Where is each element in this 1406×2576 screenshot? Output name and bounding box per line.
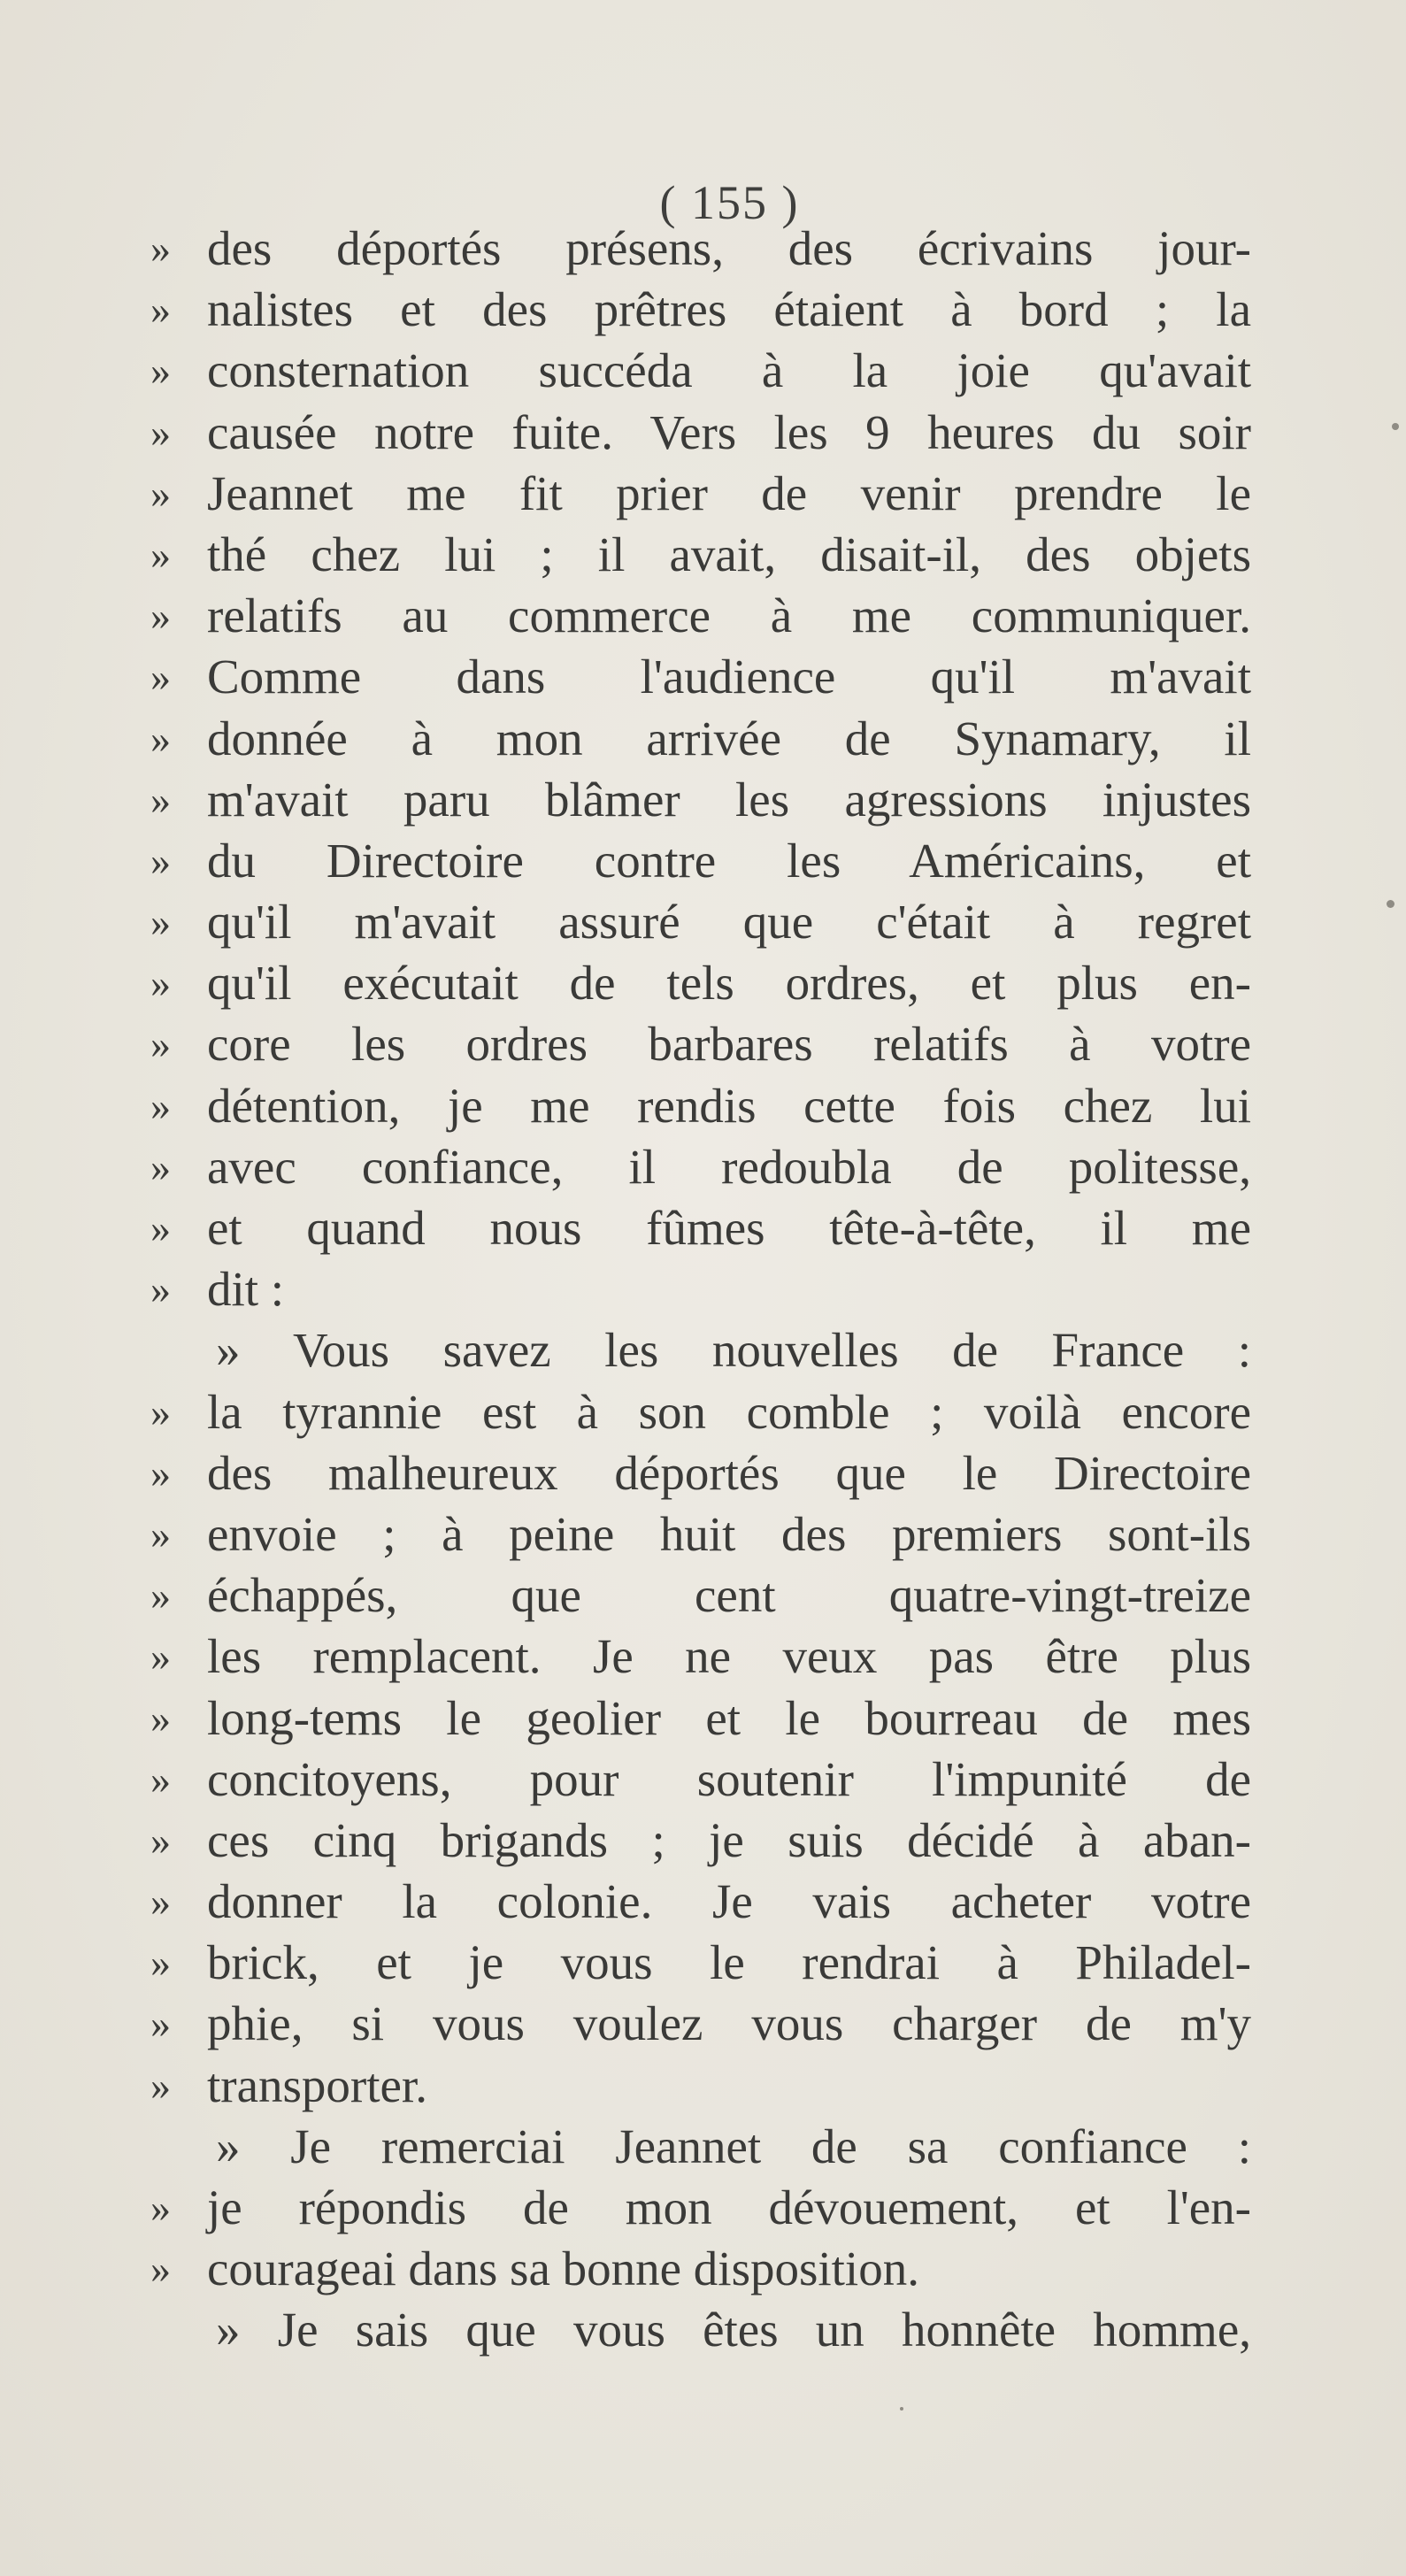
line-text: la tyrannie est à son comble ; voilà encore — [207, 1384, 1251, 1439]
paper-speck — [1392, 423, 1399, 430]
text-line — [150, 708, 1265, 769]
line-text: qu'il exécutait de tels ordres, et plus en- — [207, 956, 1251, 1011]
line-text: détention, je me rendis cette fois chez lui — [207, 1078, 1251, 1133]
text-line — [150, 1013, 1265, 1074]
line-text: nalistes et des prêtres étaient à bord ; la — [207, 282, 1251, 337]
text-line — [150, 585, 1265, 646]
guillemet-marker: » — [150, 1266, 171, 1312]
guillemet-marker: » — [150, 1082, 171, 1128]
guillemet-marker: » — [150, 1449, 171, 1496]
line-text: thé chez lui ; il avait, disait-il, des objets — [207, 527, 1251, 581]
text-line — [150, 279, 1265, 340]
text-line — [150, 2299, 1265, 2360]
text-line — [150, 1442, 1265, 1503]
body-text — [150, 218, 1265, 2361]
text-line — [150, 1749, 1265, 1810]
guillemet-marker: » — [150, 1695, 171, 1741]
text-line — [150, 2055, 1265, 2116]
text-line — [150, 1075, 1265, 1136]
text-line — [150, 891, 1265, 952]
guillemet-marker: » — [150, 1021, 171, 1067]
text-line — [150, 1258, 1265, 1319]
page-number: ( 155 ) — [659, 176, 800, 229]
paper-speck — [1387, 900, 1394, 908]
text-line — [150, 340, 1265, 401]
line-text: Jeannet me fit prier de venir prendre le — [207, 465, 1251, 520]
line-text: phie, si vous voulez vous charger de m'y — [207, 1996, 1251, 2051]
line-text: donner la colonie. Je vais acheter votre — [207, 1874, 1251, 1929]
guillemet-marker: » — [150, 715, 171, 761]
text-line — [150, 2238, 1265, 2299]
guillemet-marker: » — [150, 348, 171, 394]
text-line — [150, 1381, 1265, 1442]
line-text: des malheureux déportés que le Directoire — [207, 1445, 1251, 1500]
line-text: transporter. — [207, 2057, 427, 2112]
guillemet-marker: » — [150, 1205, 171, 1250]
line-text: long-tems le geolier et le bourreau de mes — [207, 1690, 1251, 1745]
line-text: dit : — [207, 1262, 285, 1317]
guillemet-marker: » — [150, 899, 171, 945]
guillemet-marker: » — [150, 1388, 171, 1434]
guillemet-marker: » — [150, 1940, 171, 1986]
guillemet-marker: » — [150, 2001, 171, 2047]
guillemet-marker: » — [150, 226, 171, 271]
paper-speck — [900, 2407, 903, 2411]
line-text: concitoyens, pour soutenir l'impunité de — [207, 1751, 1251, 1806]
guillemet-marker: » — [150, 1143, 171, 1189]
text-line — [150, 1626, 1265, 1687]
text-line — [150, 1319, 1265, 1380]
line-text: je répondis de mon dévouement, et l'en- — [207, 2180, 1251, 2234]
guillemet-marker: » — [150, 470, 171, 516]
line-text: core les ordres barbares relatifs à votre — [207, 1017, 1251, 1072]
text-line — [150, 1932, 1265, 1993]
line-text: Comme dans l'audience qu'il m'avait — [207, 650, 1251, 704]
text-line — [150, 218, 1265, 279]
text-line — [150, 1993, 1265, 2054]
text-line — [150, 830, 1265, 891]
guillemet-marker: » — [150, 1634, 171, 1680]
guillemet-marker: » — [150, 593, 171, 639]
line-text: relatifs au commerce à me communiquer. — [207, 588, 1251, 643]
line-text: du Directoire contre les Américains, et — [207, 833, 1251, 888]
guillemet-marker: » — [150, 960, 171, 1006]
line-text: avec confiance, il redoubla de politesse, — [207, 1139, 1251, 1194]
text-line — [150, 646, 1265, 707]
guillemet-marker: » — [150, 2062, 171, 2108]
line-text: et quand nous fûmes tête-à-tête, il me — [207, 1201, 1251, 1255]
guillemet-marker: » — [150, 287, 171, 333]
guillemet-marker: » — [150, 2246, 171, 2292]
text-line — [150, 402, 1265, 463]
line-text: donnée à mon arrivée de Synamary, il — [207, 711, 1251, 765]
text-line — [150, 1871, 1265, 1932]
line-text: envoie ; à peine huit des premiers sont-ils — [207, 1506, 1251, 1561]
line-text: des déportés présens, des écrivains jour- — [207, 221, 1251, 275]
line-text: m'avait paru blâmer les agressions injustes — [207, 772, 1251, 827]
line-text: ces cinq brigands ; je suis décidé à aban- — [207, 1812, 1251, 1867]
guillemet-marker: » — [150, 1511, 171, 1557]
text-line — [150, 769, 1265, 830]
line-text: qu'il m'avait assuré que c'était à regret — [207, 895, 1251, 950]
line-text: les remplacent. Je ne veux pas être plus — [207, 1629, 1251, 1684]
guillemet-marker: » — [150, 531, 171, 577]
guillemet-marker: » — [150, 1573, 171, 1619]
guillemet-marker: » — [150, 2185, 171, 2230]
text-line — [150, 2177, 1265, 2238]
line-text: » Je sais que vous êtes un honnête homme, — [216, 2303, 1251, 2357]
text-line — [150, 1688, 1265, 1749]
guillemet-marker: » — [150, 776, 171, 822]
text-line — [150, 463, 1265, 524]
text-line — [150, 952, 1265, 1013]
guillemet-marker: » — [150, 837, 171, 883]
line-text: consternation succéda à la joie qu'avait — [207, 343, 1251, 398]
text-line — [150, 1197, 1265, 1258]
text-line — [150, 1565, 1265, 1626]
text-line — [150, 1503, 1265, 1565]
line-text: échappés, que cent quatre-vingt-treize — [207, 1568, 1251, 1623]
line-text: brick, et je vous le rendrai à Philadel- — [207, 1935, 1251, 1990]
guillemet-marker: » — [150, 1756, 171, 1802]
line-text: causée notre fuite. Vers les 9 heures du soir — [207, 404, 1251, 459]
text-line — [150, 524, 1265, 585]
guillemet-marker: » — [150, 409, 171, 455]
guillemet-marker: » — [150, 1879, 171, 1925]
text-line — [150, 2116, 1265, 2177]
line-text: » Je remerciai Jeannet de sa confiance : — [216, 2118, 1251, 2173]
guillemet-marker: » — [150, 654, 171, 700]
line-text: courageai dans sa bonne disposition. — [207, 2242, 919, 2296]
guillemet-marker: » — [150, 1817, 171, 1863]
text-line — [150, 1136, 1265, 1197]
text-line — [150, 1810, 1265, 1871]
line-text: » Vous savez les nouvelles de France : — [216, 1323, 1251, 1378]
